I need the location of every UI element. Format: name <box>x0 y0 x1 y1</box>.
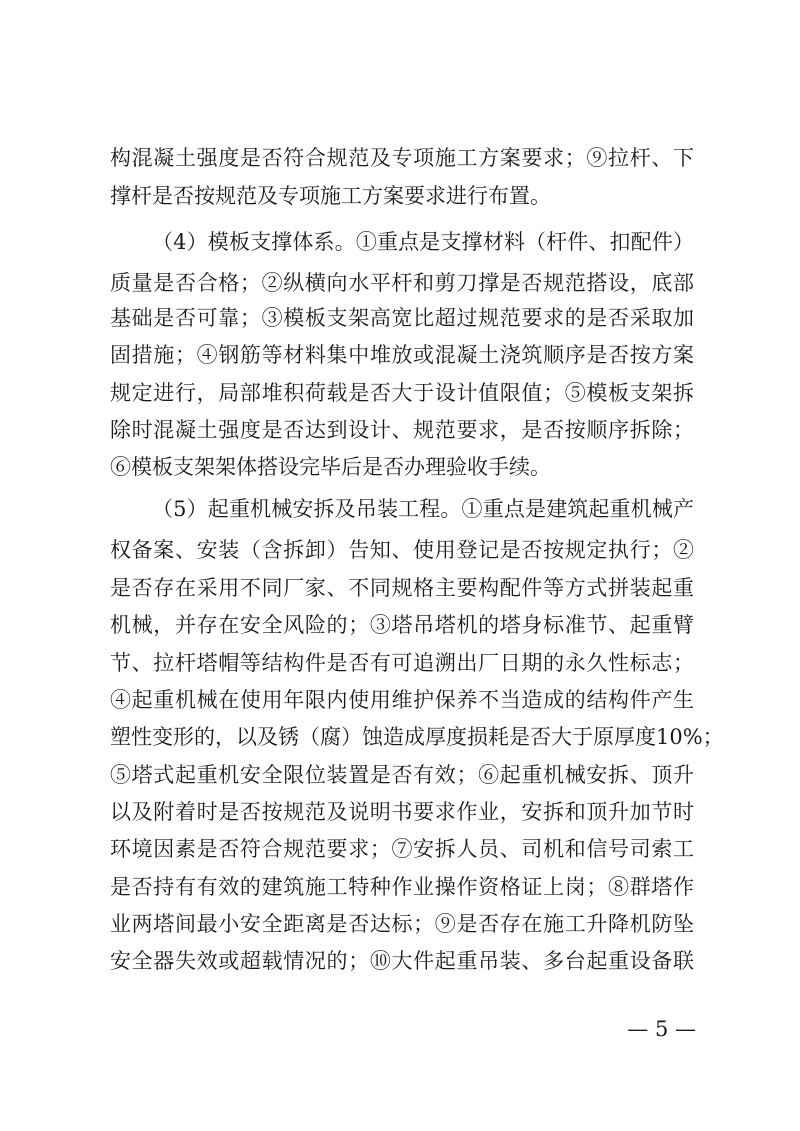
text-line: 环境因素是否符合规范要求；⑦安拆人员、司机和信号司索工 <box>110 837 694 861</box>
text-line: 业两塔间最小安全距离是否达标；⑨是否存在施工升降机防坠 <box>110 912 694 936</box>
text-line: 除时混凝土强度是否达到设计、规范要求，是否按顺序拆除； <box>110 418 694 442</box>
text-line: ④起重机械在使用年限内使用维护保养不当造成的结构件产生 <box>110 688 694 712</box>
text-line: 以及附着时是否按规范及说明书要求作业，安拆和顶升加节时 <box>110 800 694 824</box>
text-line: 是否持有有效的建筑施工特种作业操作资格证上岗；⑧群塔作 <box>110 875 694 899</box>
text-line: 固措施；④钢筋等材料集中堆放或混凝土浇筑顺序是否按方案 <box>110 343 694 367</box>
text-line: 构混凝土强度是否符合规范及专项施工方案要求；⑨拉杆、下 <box>110 146 694 170</box>
page-number: — 5 — <box>627 1017 696 1041</box>
text-line: 撑杆是否按规范及专项施工方案要求进行布置。 <box>110 184 551 208</box>
text-line: 节、拉杆塔帽等结构件是否有可追溯出厂日期的永久性标志； <box>110 651 694 675</box>
text-line: 是否存在采用不同厂家、不同规格主要构配件等方式拼装起重 <box>110 576 694 600</box>
text-line: 质量是否合格；②纵横向水平杆和剪刀撑是否规范搭设，底部 <box>110 271 694 295</box>
text-line: ⑤塔式起重机安全限位装置是否有效；⑥起重机械安拆、顶升 <box>110 763 694 787</box>
text-line: 基础是否可靠；③模板支架高宽比超过规范要求的是否采取加 <box>110 306 694 330</box>
text-line: 规定进行，局部堆积荷载是否大于设计值限值；⑤模板支架拆 <box>110 381 694 405</box>
text-line: （5）起重机械安拆及吊装工程。①重点是建筑起重机械产 <box>152 497 694 521</box>
text-line: 安全器失效或超载情况的；⑩大件起重吊装、多台起重设备联 <box>110 949 694 973</box>
text-line: ⑥模板支架架体搭设完毕后是否办理验收手续。 <box>110 455 551 479</box>
text-line: 机械，并存在安全风险的；③塔吊塔机的塔身标准节、起重臂 <box>110 613 694 637</box>
text-line: （4）模板支撑体系。①重点是支撑材料（杆件、扣配件） <box>152 230 694 254</box>
text-line: 权备案、安装（含拆卸）告知、使用登记是否按规定执行；② <box>110 538 694 562</box>
text-line: 塑性变形的，以及锈（腐）蚀造成厚度损耗是否大于原厚度10%； <box>110 725 724 749</box>
